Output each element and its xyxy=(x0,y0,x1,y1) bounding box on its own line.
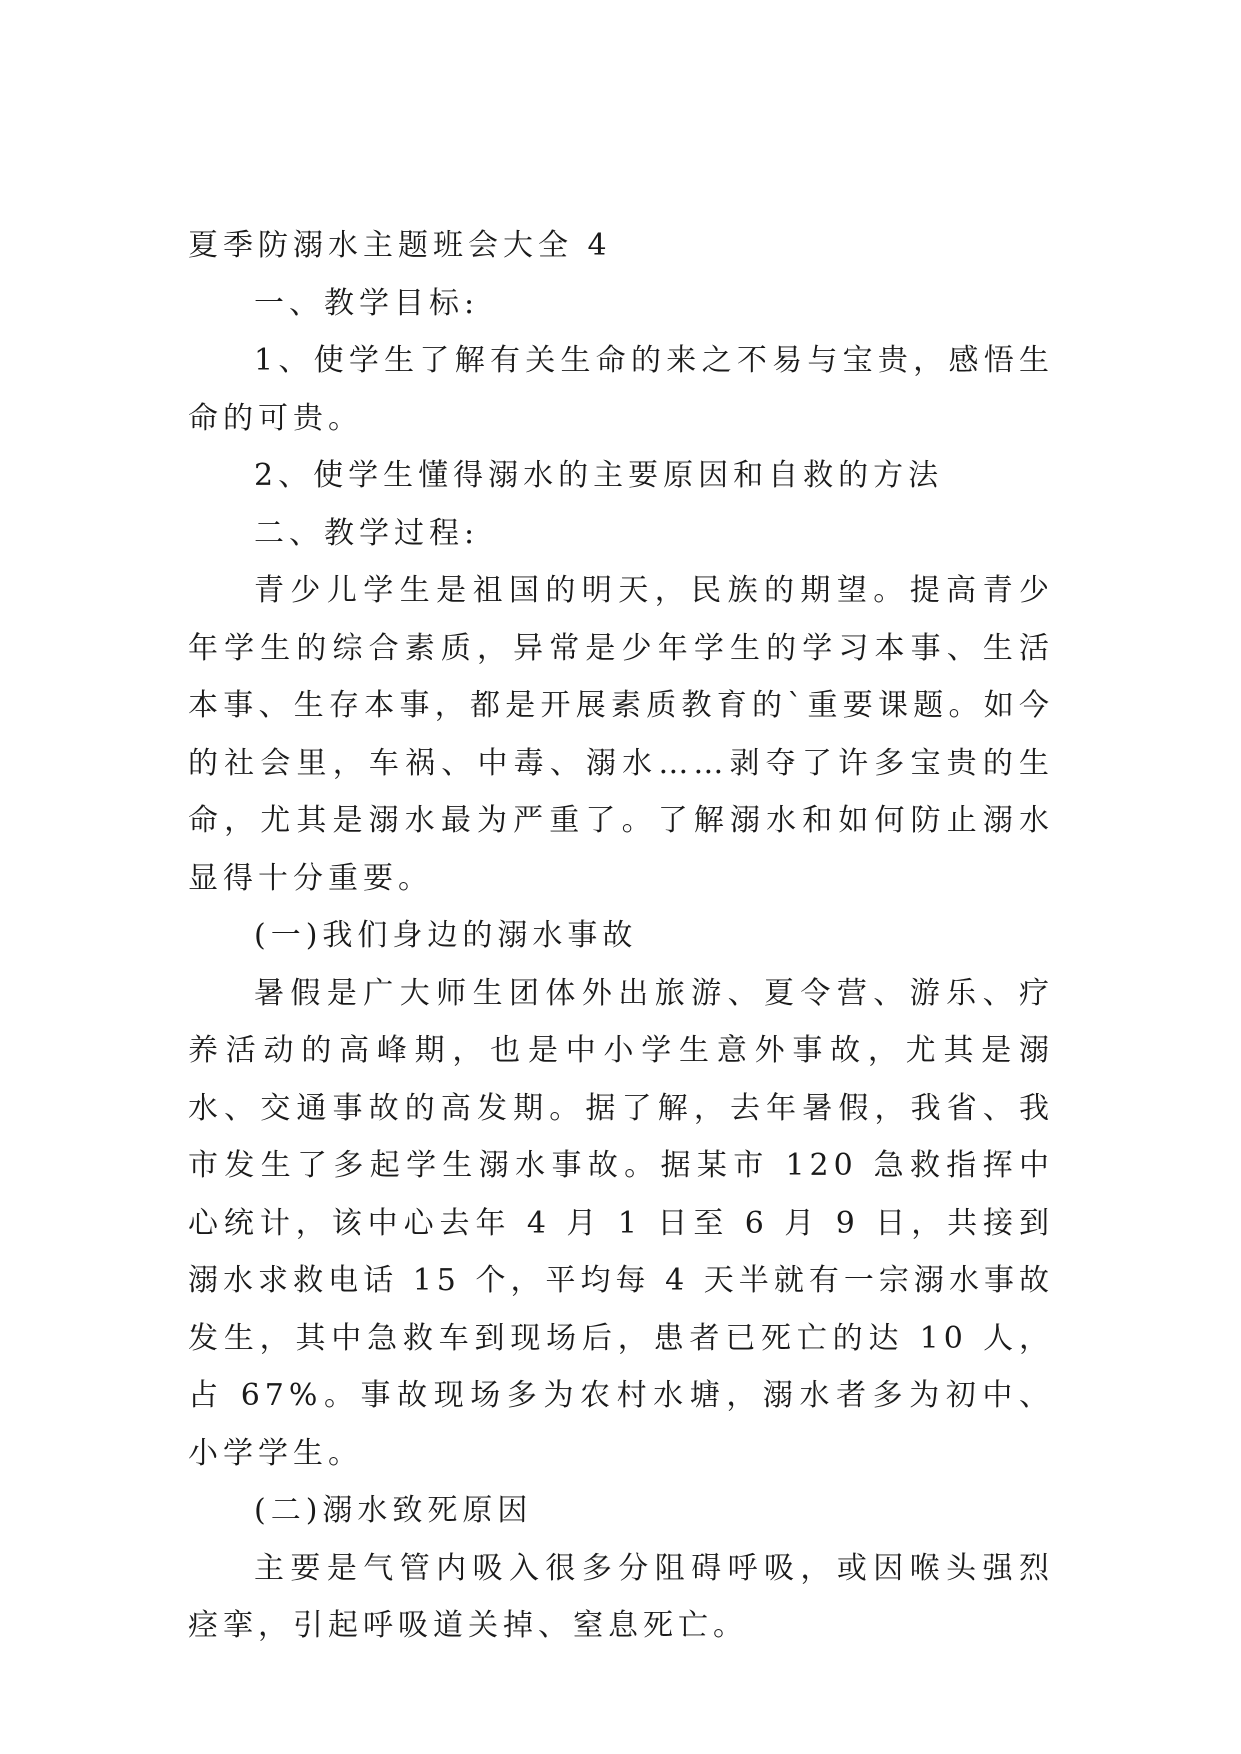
body-paragraph-causes: 主要是气管内吸入很多分阻碍呼吸，或因喉头强烈痉挛，引起呼吸道关掉、窒息死亡。 xyxy=(188,1550,1054,1643)
body-paragraph-accidents: 暑假是广大师生团体外出旅游、夏令营、游乐、疗养活动的高峰期，也是中小学生意外事故，尤其是溺水、交通事故的高发期。据了解，去年暑假，我省、我市发生了多起学生溺水事故。据某市 120 急救指挥中心统计，该中心去年 4 月 1 日至 6 月 9 日，共接到溺水求救电话 15 个，平均每 4 天半就有一宗溺水事故发生，其中急救车到现场后，患者已死亡的达 10 人，占 67%。事故现场多为农村水塘，溺水者多为初中、小学学生。 xyxy=(188,975,1054,1471)
document-title: 夏季防溺水主题班会大全 4 xyxy=(188,228,612,263)
document-body xyxy=(188,217,1054,1655)
goal-item-2: 2、使学生懂得溺水的主要原因和自救的方法 xyxy=(254,458,944,493)
section-heading-teaching-goals: 一、教学目标: xyxy=(254,285,480,321)
subheading-causes-of-death: (二)溺水致死原因 xyxy=(254,1493,533,1528)
subheading-drowning-accidents: (一)我们身边的溺水事故 xyxy=(254,918,638,953)
body-paragraph-intro: 青少儿学生是祖国的明天，民族的期望。提高青少年学生的综合素质，异常是少年学生的学习本事、生活本事、生存本事，都是开展素质教育的`重要课题。如今的社会里，车祸、中毒、溺水……剥夺了许多宝贵的生命，尤其是溺水最为严重了。了解溺水和如何防止溺水显得十分重要。 xyxy=(188,573,1054,896)
goal-item-1: 1、使学生了解有关生命的来之不易与宝贵，感悟生命的可贵。 xyxy=(188,343,1054,436)
section-heading-teaching-process: 二、教学过程: xyxy=(254,515,480,551)
